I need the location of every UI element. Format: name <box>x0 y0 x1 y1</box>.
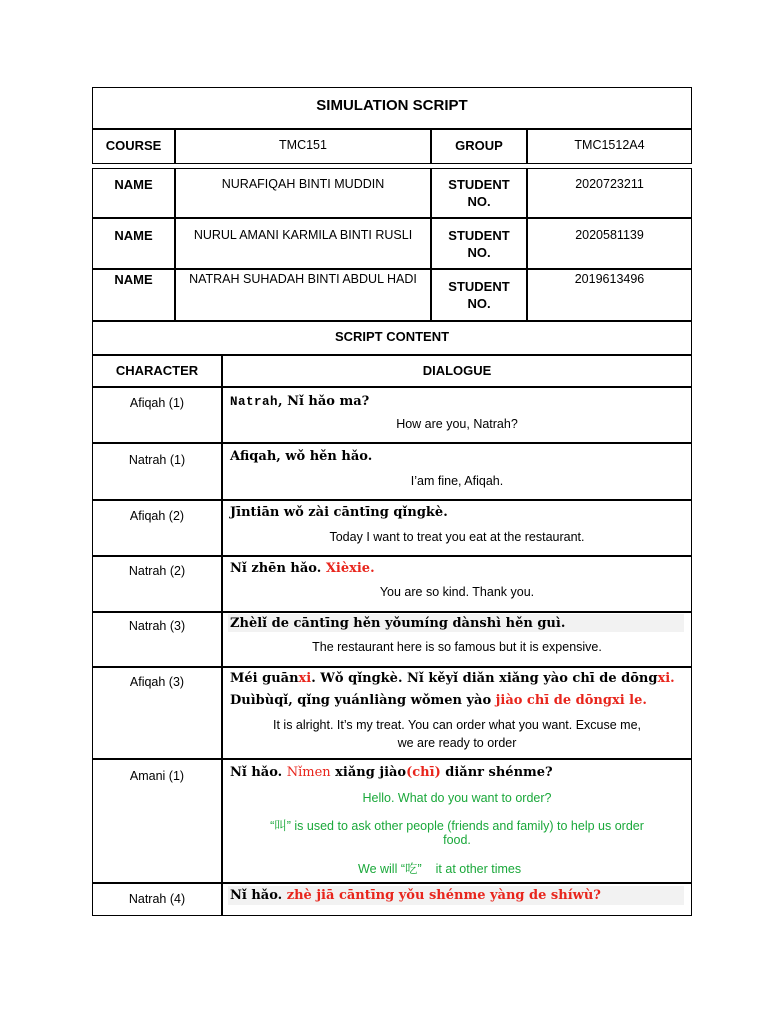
character-6: Afiqah (3) <box>129 675 185 689</box>
english-6b: we are ready to order <box>397 736 517 750</box>
student-no-label-cell-1 <box>431 168 527 218</box>
pinyin-6-line-2 <box>230 693 647 708</box>
student-no-label-2b: NO. <box>467 245 491 260</box>
character-3: Afiqah (2) <box>129 509 185 523</box>
student-name-cell-2 <box>175 218 431 269</box>
character-header: CHARACTER <box>115 363 199 378</box>
student-name-2: NURUL AMANI KARMILA BINTI RUSLI <box>193 228 413 242</box>
script-document <box>92 87 692 917</box>
name-label-2: NAME <box>114 228 153 243</box>
pinyin-6-1a: Méi guān <box>230 671 299 686</box>
dialogue-header: DIALOGUE <box>422 363 492 378</box>
name-label-1: NAME <box>114 177 153 192</box>
pinyin-8a: Nǐ hǎo. <box>230 888 287 903</box>
pinyin-6-1c: . Wǒ qǐngkè. Nǐ kěyǐ diǎn xiǎng yào chī de dōng <box>311 671 658 686</box>
character-5: Natrah (3) <box>128 619 186 633</box>
character-2: Natrah (1) <box>128 453 186 467</box>
student-id-3: 2019613496 <box>574 272 645 286</box>
student-name-cell-1 <box>175 168 431 218</box>
student-name-3: NATRAH SUHADAH BINTI ABDUL HADI <box>189 272 417 286</box>
pinyin-name: Natrah <box>230 395 279 409</box>
character-7: Amani (1) <box>129 769 185 783</box>
pinyin-4-highlight: Xièxie <box>325 561 371 576</box>
character-4: Natrah (2) <box>128 564 186 578</box>
pinyin-6-1d: xi <box>657 671 671 686</box>
course-value: TMC151 <box>279 138 327 152</box>
english-4: You are so kind. Thank you. <box>379 585 535 599</box>
pinyin-rest: , Nǐ hǎo ma? <box>278 394 370 409</box>
character-cell-2 <box>92 443 222 500</box>
student-no-label-1a: STUDENT <box>448 177 510 192</box>
student-id-2: 2020581139 <box>575 228 644 242</box>
pinyin-7b: Nǐmen <box>286 765 331 780</box>
pinyin-6-1b: xi <box>298 671 312 686</box>
green-note-3: food. <box>443 833 471 847</box>
group-label: GROUP <box>455 138 503 153</box>
pinyin-7 <box>230 765 553 780</box>
pinyin-6-2c: . <box>642 693 647 708</box>
group-value: TMC1512A4 <box>574 138 645 152</box>
pinyin-6-2a: Duìbùqǐ, qǐng yuánliàng wǒmen yào <box>230 693 496 708</box>
name-label-3: NAME <box>114 272 153 287</box>
student-id-1: 2020723211 <box>575 177 644 191</box>
pinyin-6-line-1 <box>230 671 675 686</box>
course-label: COURSE <box>105 138 162 153</box>
green-note-1: Hello. What do you want to order? <box>362 791 552 805</box>
student-id-cell-2 <box>527 218 692 269</box>
student-id-cell-1 <box>527 168 692 218</box>
pinyin-6-2b: jiào chī de dōngxi le <box>495 693 643 708</box>
page-title: SIMULATION SCRIPT <box>316 97 468 114</box>
pinyin-3: Jīntiān wǒ zài cāntīng qǐngkè. <box>230 505 448 520</box>
english-3: Today I want to treat you eat at the restaurant. <box>329 530 585 544</box>
pinyin-line-1 <box>230 392 369 410</box>
pinyin-7e: diǎnr shénme? <box>440 765 553 780</box>
pinyin-8b: zhè jiā cāntīng yǒu shénme yàng de shíwù? <box>286 888 601 903</box>
pinyin-4 <box>230 561 375 576</box>
pinyin-2: Afiqah, wǒ hěn hǎo. <box>230 449 373 464</box>
pinyin-4a: Nǐ zhēn hǎo. <box>230 561 326 576</box>
english-5: The restaurant here is so famous but it is expensive. <box>312 640 602 654</box>
character-1: Afiqah (1) <box>129 396 185 410</box>
name-label-cell-1 <box>92 168 175 218</box>
english-6a: It is alright. It’s my treat. You can order what you want. Excuse me, <box>273 718 641 732</box>
pinyin-8 <box>230 888 601 903</box>
student-no-label-3a: STUDENT <box>448 279 510 294</box>
student-no-label-cell-3 <box>431 269 527 321</box>
english-2: I’am fine, Afiqah. <box>410 474 504 488</box>
green-note-4b: it at other times <box>435 862 522 876</box>
student-no-label-cell-2 <box>431 218 527 269</box>
pinyin-4c: . <box>370 561 375 576</box>
pinyin-7d: (chī) <box>406 765 441 780</box>
student-no-label-3b: NO. <box>467 296 491 311</box>
script-content-title: SCRIPT CONTENT <box>334 329 450 344</box>
student-no-label-1b: NO. <box>467 194 491 209</box>
name-label-cell-2 <box>92 218 175 269</box>
student-no-label-2a: STUDENT <box>448 228 510 243</box>
pinyin-5: Zhèlǐ de cāntīng hěn yǒumíng dànshì hěn guì. <box>230 616 566 631</box>
character-8: Natrah (4) <box>128 892 186 906</box>
pinyin-7a: Nǐ hǎo. <box>230 765 287 780</box>
green-note-4a: We will “吃” <box>358 862 422 876</box>
pinyin-7c: xiǎng jiào <box>330 765 407 780</box>
green-note-2: “叫” is used to ask other people (friends and family) to help us order <box>270 819 644 833</box>
pinyin-6-1e: . <box>670 671 675 686</box>
english-1: How are you, Natrah? <box>396 417 518 431</box>
green-note-4 <box>358 859 521 877</box>
student-name-1: NURAFIQAH BINTI MUDDIN <box>221 177 385 191</box>
